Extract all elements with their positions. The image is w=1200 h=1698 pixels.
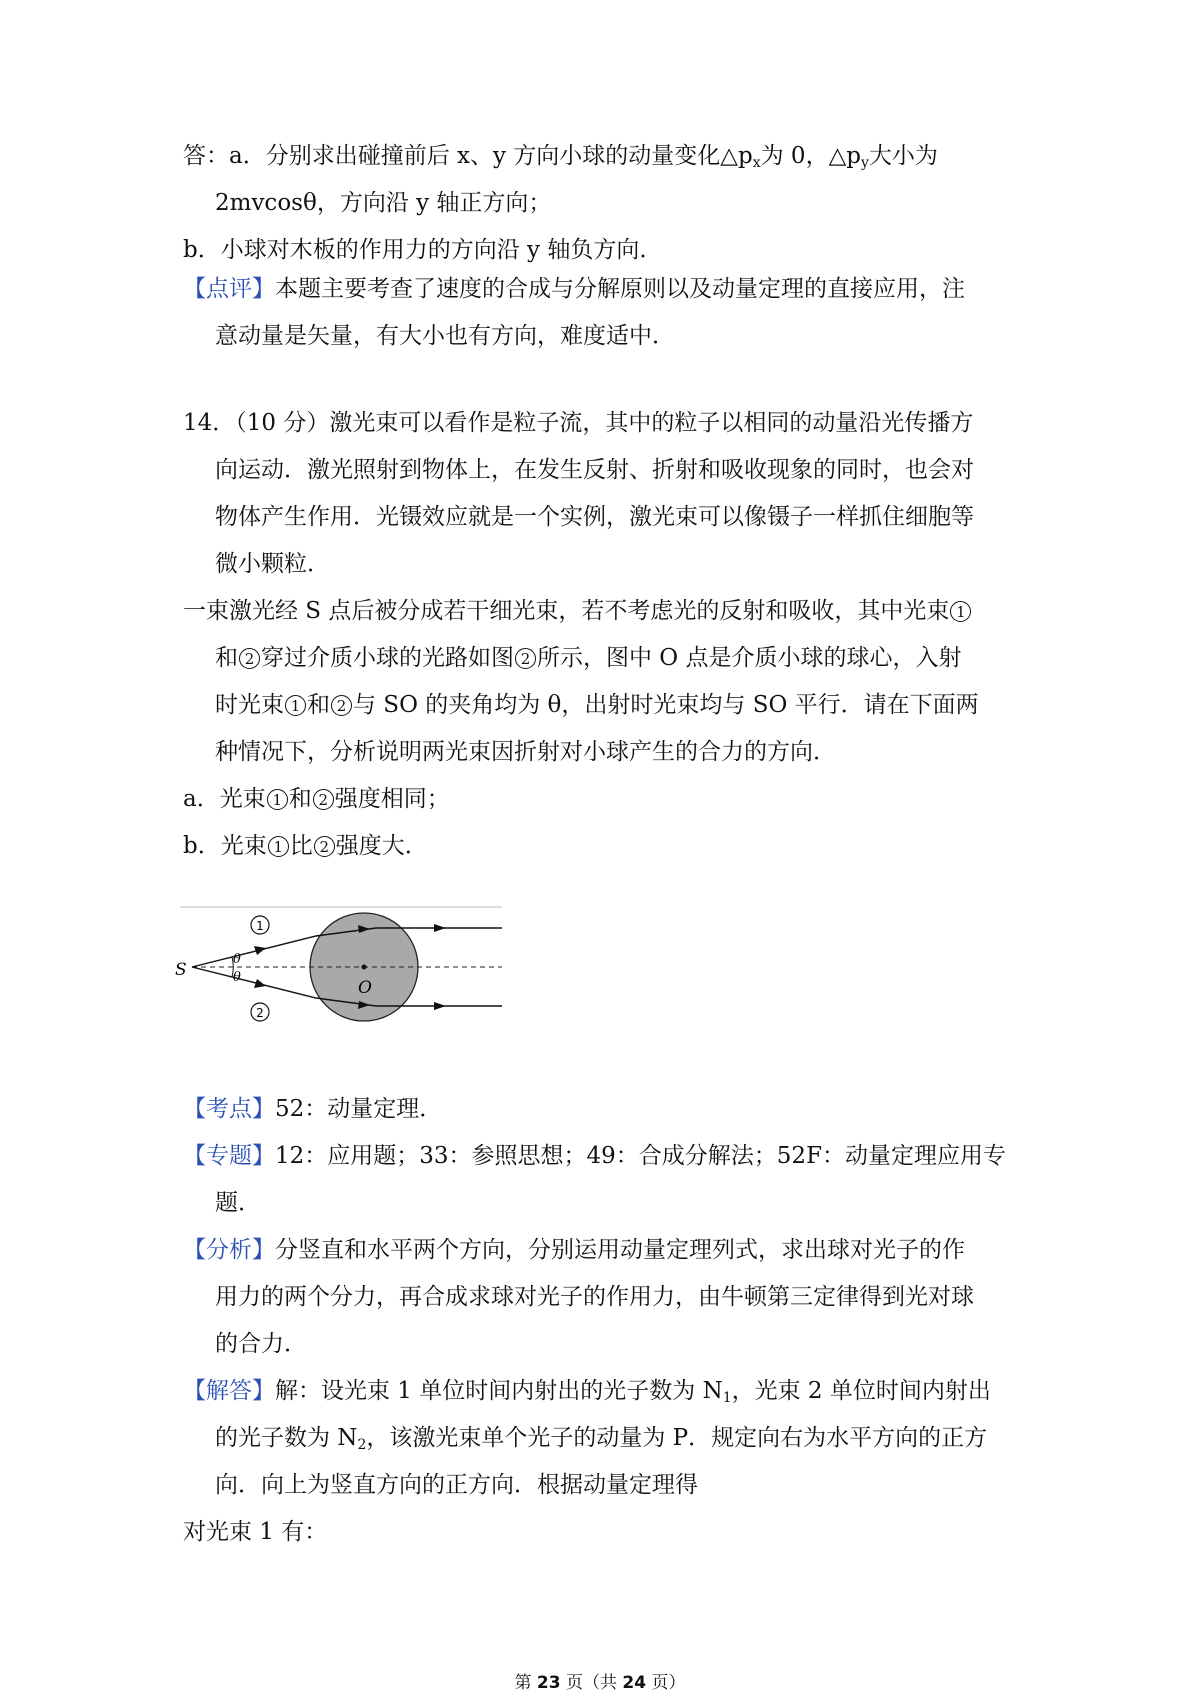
beam-2-mark: 2 [331, 695, 352, 716]
beam-2-label: 2 [256, 1006, 264, 1020]
page-total: 24 [622, 1673, 647, 1693]
answer-13-line3: b．小球对木板的作用力的方向沿 y 轴负方向． [183, 237, 663, 263]
center-point [362, 965, 367, 970]
comment-13: 【点评】本题主要考查了速度的合成与分解原则以及动量定理的直接应用，注 意动量是矢量，有大小也有方向，难度适中． [183, 276, 965, 349]
label-s: S [175, 960, 187, 980]
page-footer: 第 23 页（共 24 页） [514, 1673, 686, 1693]
fenxi-section: 【分析】分竖直和水平两个方向，分别运用动量定理列式，求出球对光子的作 用力的两个分力，再合成求球对光子的作用力，由牛顿第三定律得到光对球 的合力． [183, 1237, 974, 1357]
optics-figure [175, 905, 502, 1032]
kaodian-section: 【考点】52：动量定理． [183, 1096, 443, 1122]
beam-1-mark: 1 [285, 695, 306, 716]
jieda-section: 【解答】解：设光束 1 单位时间内射出的光子数为 $N_1$，光束 2 单位时间内射出 的光子数为 $N_2$，该激光束单个光子的动量为 P．规定向右为水平方向的正方 向．向上为竖直方向的正方向．根据动量定理得 对光束 1 有： [183, 1378, 991, 1545]
comment-tag: 【点评】 [183, 276, 275, 302]
beam-1-mark: 1 [950, 601, 971, 622]
theta-upper: θ [233, 952, 241, 967]
figure-2-mark: 2 [515, 648, 536, 669]
question-14: 14．（10 分）激光束可以看作是粒子流，其中的粒子以相同的动量沿光传播方 向运动．激光照射到物体上，在发生反射、折射和吸收现象的同时，也会对 物体产生作用．光镊效应就是一个实例，激光束可以像镊子一样抓住细胞等 微小颗粒． 一束激光经 S 点后被分成若干细光束，若不考虑光的反射和吸收，其中光束 1 和 2 穿过介质小球的光路如图 2 所示，图中 O 点是介质小球的球心，入射 时光束 1 和 2 与 SO 的夹角均为 θ，出射时光束均与 SO 平行．请在下面两 种情况下，分析说明两光束因折射对小球产生的合力的方向． a．光束 1 和 2 强度相同； b．光束 1 比 2 强度大． [183, 400, 1033, 870]
page-number: 23 [536, 1673, 561, 1693]
answer-13-line2: 2mvcosθ，方向沿 y 轴正方向； [215, 190, 552, 216]
beam-1-label: 1 [256, 919, 264, 933]
zhuanti-section: 【专题】12：应用题；33：参照思想；49：合成分解法；52F：动量定理应用专 题． [183, 1143, 1007, 1216]
answer-13 [183, 133, 1033, 274]
beam-2-mark: 2 [239, 648, 260, 669]
theta-lower: θ [233, 970, 241, 985]
answer-13-line1: 答：a．分别求出碰撞前后 x、y 方向小球的动量变化$\triangle p_x$为 0，$\triangle p_y$大小为 [183, 143, 938, 171]
label-o: O [358, 978, 372, 998]
option-b: b．光束 1 比 2 强度大． [183, 833, 428, 859]
option-a: a．光束 1 和 2 强度相同； [183, 786, 450, 812]
